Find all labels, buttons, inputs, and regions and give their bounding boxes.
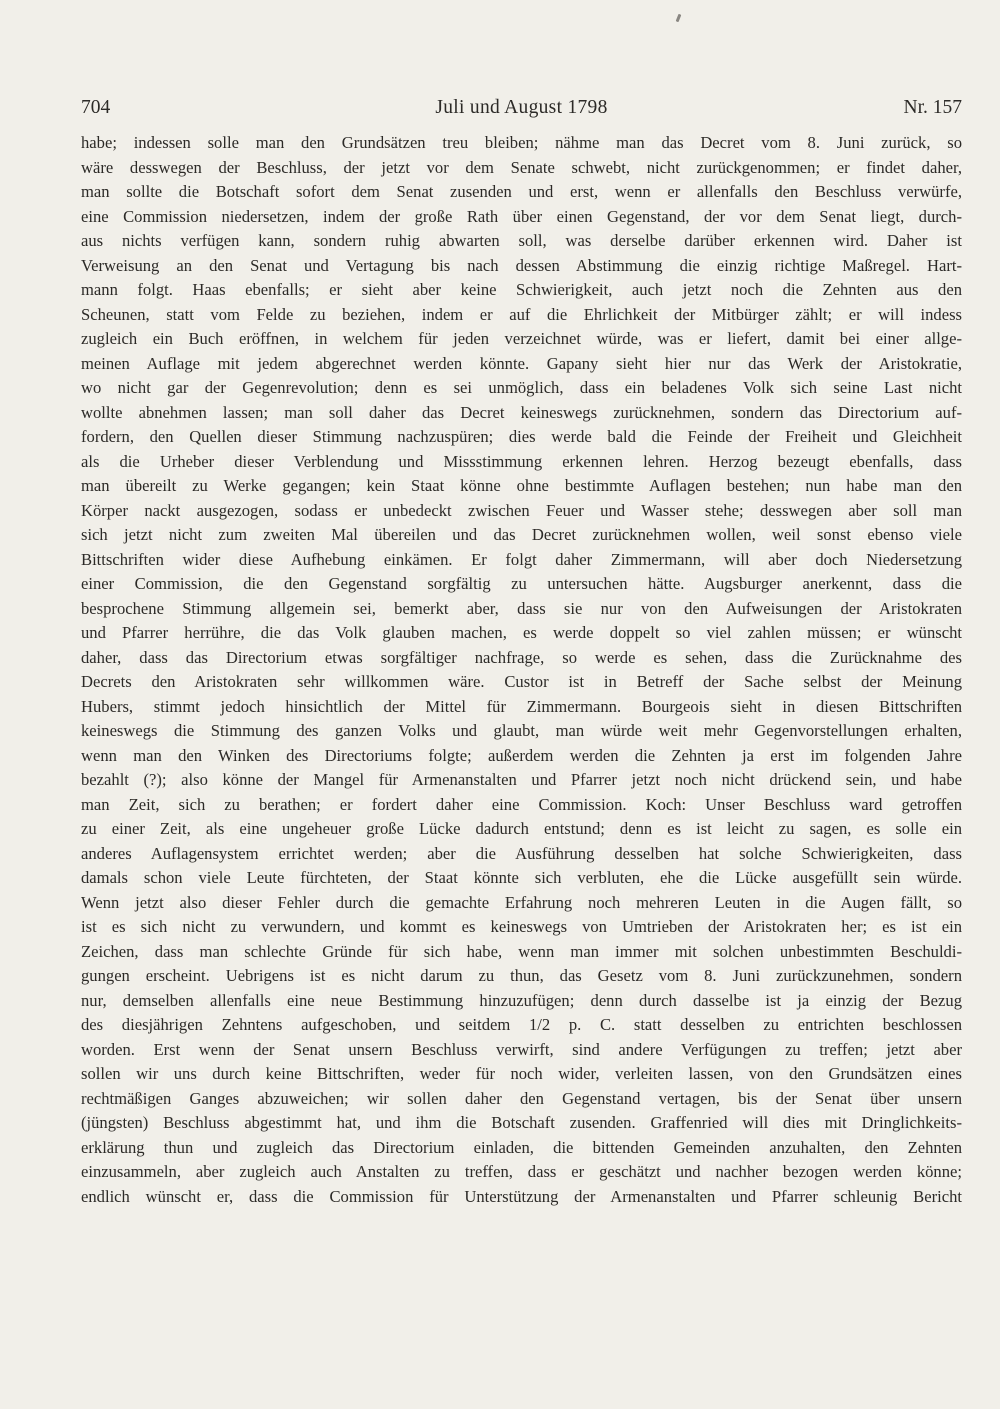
text-line: man Zeit, sich zu berathen; er fordert daher eine Commission. Koch: Unser Beschluss ward getroffen — [81, 794, 962, 814]
ink-mark — [676, 14, 682, 23]
text-line: besprochene Stimmung allgemein sei, bemerkt aber, dass sie nur von den Aufweisungen der Aristokraten — [81, 598, 962, 618]
text-line: einer Commission, die den Gegenstand sorgfältig zu untersuchen hätte. Augsburger anerkennt, dass die — [81, 574, 962, 593]
text-line: Zeichen, dass man schlechte Gründe für sich habe, wenn man immer mit solchen unbestimmten Beschuldi- — [81, 941, 962, 961]
text-line: und Pfarrer herrühre, die das Volk glauben machen, es werde doppelt so viel zahlen müssen; er wünscht — [81, 623, 962, 642]
text-line: man sollte die Botschaft sofort dem Senat zusenden und erst, wenn er allenfalls den Beschluss verwürfe, — [81, 182, 962, 201]
text-line: Wenn jetzt also dieser Fehler durch die gemachte Erfahrung noch mehreren Leuten in die Augen fällt, so — [81, 892, 962, 912]
text-line: rechtmäßigen Ganges abzuweichen; wir sollen daher den Gegenstand vertagen, bis der Senat über unsern — [81, 1088, 962, 1108]
text-line: wollte abnehmen lassen; man soll daher das Decret keineswegs zurücknehmen, sondern das Directorium auf- — [81, 402, 962, 422]
text-line: zugleich ein Buch eröffnen, in welchem für jeden verzeichnet würde, was er liefert, damit bei einer allge- — [81, 329, 962, 348]
text-line: endlich wünscht er, dass die Commission für Unterstützung der Armenanstalten und Pfarrer schleunig Bericht — [81, 1186, 962, 1206]
text-line: fordern, den Quellen dieser Stimmung nachzuspüren; dies werde bald die Feinde der Freiheit und Gleichheit — [81, 427, 962, 446]
page-number: 704 — [81, 97, 111, 118]
text-line: Decrets den Aristokraten sehr willkommen wäre. Custor ist in Betreff der Sache selbst der Meinung — [81, 672, 962, 691]
text-line: meinen Auflage mit jedem abgerechnet werden könnte. Gapany sieht hier nur das Werk der Aristokratie, — [81, 353, 962, 373]
text-line: Hubers, stimmt jedoch hinsichtlich der Mittel für Zimmermann. Bourgeois sieht in diesen Bittschriften — [81, 696, 962, 716]
text-line: mann folgt. Haas ebenfalls; er sieht aber keine Schwierigkeit, auch jetzt noch die Zehnten aus den — [81, 280, 962, 299]
text-line: Verweisung an den Senat und Vertagung bis nach dessen Abstimmung die einzig richtige Maßregel. Hart- — [81, 255, 962, 275]
page-header — [81, 94, 962, 122]
text-line: daher, dass das Directorium etwas sorgfältiger nachfrage, so werde es sehen, dass die Zurücknahme des — [81, 647, 962, 667]
text-line: zu einer Zeit, als eine ungeheuer große Lücke dadurch entstund; denn es ist leicht zu sagen, es solle ein — [81, 819, 962, 838]
text-line: worden. Erst wenn der Senat unsern Beschluss verwirft, sind andere Verfügungen zu treffen; jetzt aber — [81, 1039, 962, 1059]
text-line: Körper nackt ausgezogen, sodass er unbedeckt zwischen Feuer und Wasser stehe; desswegen aber soll man — [81, 500, 962, 520]
text-line: nur, demselben allenfalls eine neue Bestimmung hinzuzufügen; denn durch dasselbe ist ja einzig der Bezug — [81, 990, 962, 1010]
body-text — [81, 131, 962, 1209]
text-line: wo nicht gar der Gegenrevolution; denn es sei unmöglich, dass ein beladenes Volk sich seine Last nicht — [81, 378, 962, 397]
text-line: anderes Auflagensystem errichtet werden; aber die Ausführung desselben hat solche Schwierigkeiten, dass — [81, 843, 962, 863]
text-line: sich jetzt nicht zum zweiten Mal übereilen und das Decret zurücknehmen wollen, weil sonst ebenso viele — [81, 525, 962, 544]
text-line: einzusammeln, aber zugleich auch Anstalten zu treffen, dass er geschätzt und nachher bezogen werden könne; — [81, 1162, 962, 1181]
text-line: des diesjährigen Zehntens aufgeschoben, und seitdem 1/2 p. C. statt desselben zu entrichten beschlossen — [81, 1015, 962, 1034]
text-line: Bittschriften wider diese Aufhebung einkämen. Er folgt daher Zimmermann, will aber doch Niedersetzung — [81, 549, 962, 569]
text-line: eine Commission niedersetzen, indem der große Rath über einen Gegenstand, der vor dem Senat liegt, durch- — [81, 206, 962, 226]
running-title: Juli und August 1798 — [435, 97, 608, 118]
text-line: als die Urheber dieser Verblendung und Missstimmung erkennen lehren. Herzog bezeugt ebenfalls, dass — [81, 451, 962, 471]
text-line: habe; indessen solle man den Grundsätzen treu bleiben; nähme man das Decret vom 8. Juni zurück, so — [81, 133, 962, 152]
text-line: (jüngsten) Beschluss abgestimmt hat, und ihm die Botschaft zusenden. Graffenried will dies mit Dringlichkeits- — [81, 1113, 962, 1132]
text-line: erklärung thun und zugleich das Directorium einladen, die bittenden Gemeinden anzuhalten, den Zehnten — [81, 1137, 962, 1157]
text-line: bezahlt (?); also könne der Mangel für Armenanstalten und Pfarrer jetzt noch nicht drückend sein, und habe — [81, 770, 962, 789]
text-line: sollen wir uns durch keine Bittschriften, weder für noch wider, verleiten lassen, von den Grundsätzen eines — [81, 1064, 962, 1083]
text-line: wäre desswegen der Beschluss, der jetzt vor dem Senate schwebt, nicht zurückgenommen; er findet daher, — [81, 157, 962, 177]
text-line: keineswegs die Stimmung des ganzen Volks und glaubt, man würde weit mehr Gegenvorstellungen erhalten, — [81, 721, 962, 740]
text-line: Scheunen, statt vom Felde zu beziehen, indem er auf die Ehrlichkeit der Mitbürger zählt; er will indess — [81, 304, 962, 324]
text-line: damals schon viele Leute fürchteten, der Staat könnte sich verbluten, ehe die Lücke ausgefüllt sein würde. — [81, 868, 962, 887]
text-line: man übereilt zu Werke gegangen; kein Staat könne ohne bestimmte Auflagen bestehen; nun habe man den — [81, 476, 962, 495]
text-line: aus nichts verfügen kann, sondern ruhig abwarten soll, was derselbe darüber erkennen wird. Daher ist — [81, 231, 962, 250]
text-line: ist es sich nicht zu verwundern, und kommt es keineswegs von Umtrieben der Aristokraten her; es ist ein — [81, 917, 962, 936]
issue-number: Nr. 157 — [903, 97, 962, 118]
text-line: wenn man den Winken des Directoriums folgte; außerdem werden die Zehnten ja erst im folgenden Jahre — [81, 745, 962, 765]
text-line: gungen erscheint. Uebrigens ist es nicht darum zu thun, das Gesetz vom 8. Juni zurückzunehmen, sondern — [81, 966, 962, 985]
